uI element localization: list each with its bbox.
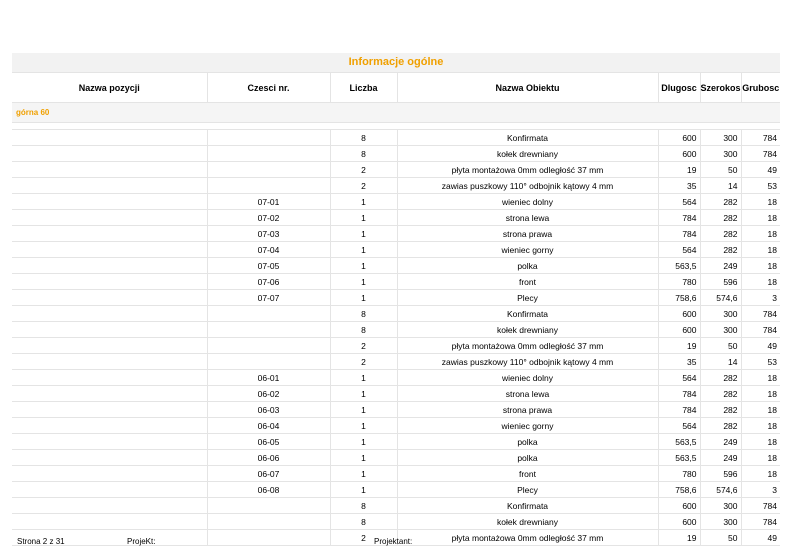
cell-dlugosc: 784 — [658, 386, 700, 402]
cell-nazwa-pozycji — [12, 418, 207, 434]
cell-czesci-nr: 06-05 — [207, 434, 330, 450]
table-row — [12, 418, 780, 434]
cell-grubosc: 18 — [741, 210, 780, 226]
cell-dlugosc: 758,6 — [658, 290, 700, 306]
cell-dlugosc: 563,5 — [658, 258, 700, 274]
cell-nazwa-obiektu: strona lewa — [397, 386, 658, 402]
cell-dlugosc: 564 — [658, 370, 700, 386]
cell-nazwa-pozycji — [12, 146, 207, 162]
cell-szerokos: 300 — [700, 130, 741, 146]
cell-nazwa-obiektu: wieniec dolny — [397, 194, 658, 210]
cell-nazwa-pozycji — [12, 306, 207, 322]
cell-dlugosc: 780 — [658, 274, 700, 290]
cell-czesci-nr: 06-06 — [207, 450, 330, 466]
cell-czesci-nr — [207, 530, 330, 546]
cell-szerokos: 50 — [700, 162, 741, 178]
cell-nazwa-obiektu: kołek drewniany — [397, 322, 658, 338]
cell-liczba: 2 — [330, 338, 397, 354]
cell-grubosc: 784 — [741, 498, 780, 514]
projektant-label: Projektant: — [374, 537, 413, 546]
cell-dlugosc: 564 — [658, 194, 700, 210]
cell-szerokos: 282 — [700, 402, 741, 418]
cell-grubosc: 18 — [741, 450, 780, 466]
cell-grubosc: 3 — [741, 482, 780, 498]
cell-nazwa-obiektu: Konfirmata — [397, 498, 658, 514]
col-header-grubosc: Grubosc — [741, 73, 780, 103]
cell-dlugosc: 563,5 — [658, 434, 700, 450]
cell-nazwa-obiektu: zawias puszkowy 110° odbojnik kątowy 4 mm — [397, 354, 658, 370]
cell-liczba: 2 — [330, 354, 397, 370]
cell-nazwa-obiektu: wieniec gorny — [397, 242, 658, 258]
cell-dlugosc: 19 — [658, 338, 700, 354]
cell-liczba: 1 — [330, 466, 397, 482]
cell-liczba: 1 — [330, 274, 397, 290]
cell-szerokos: 282 — [700, 370, 741, 386]
cell-szerokos: 50 — [700, 530, 741, 546]
cell-nazwa-pozycji — [12, 162, 207, 178]
table-row — [12, 354, 780, 370]
cell-dlugosc: 600 — [658, 322, 700, 338]
cell-liczba: 8 — [330, 146, 397, 162]
cell-dlugosc: 780 — [658, 466, 700, 482]
cell-szerokos: 596 — [700, 274, 741, 290]
cell-dlugosc: 35 — [658, 178, 700, 194]
table-row — [12, 402, 780, 418]
cell-szerokos: 300 — [700, 498, 741, 514]
cell-grubosc: 784 — [741, 130, 780, 146]
cell-szerokos: 282 — [700, 226, 741, 242]
table-row — [12, 434, 780, 450]
cell-czesci-nr: 06-08 — [207, 482, 330, 498]
cell-szerokos: 300 — [700, 306, 741, 322]
cell-nazwa-pozycji — [12, 194, 207, 210]
cell-grubosc: 784 — [741, 322, 780, 338]
cell-nazwa-obiektu: strona prawa — [397, 226, 658, 242]
cell-liczba: 1 — [330, 226, 397, 242]
cell-nazwa-pozycji — [12, 514, 207, 530]
cell-liczba: 8 — [330, 130, 397, 146]
cell-czesci-nr: 07-07 — [207, 290, 330, 306]
cell-czesci-nr: 06-04 — [207, 418, 330, 434]
table-row — [12, 274, 780, 290]
table-row — [12, 450, 780, 466]
cell-dlugosc: 19 — [658, 162, 700, 178]
cell-czesci-nr: 07-01 — [207, 194, 330, 210]
cell-liczba: 1 — [330, 450, 397, 466]
cell-dlugosc: 600 — [658, 514, 700, 530]
cell-nazwa-pozycji — [12, 402, 207, 418]
cell-grubosc: 18 — [741, 258, 780, 274]
table-row — [12, 194, 780, 210]
cell-dlugosc: 784 — [658, 226, 700, 242]
cell-dlugosc: 564 — [658, 418, 700, 434]
cell-szerokos: 14 — [700, 354, 741, 370]
cell-liczba: 1 — [330, 258, 397, 274]
cell-dlugosc: 35 — [658, 354, 700, 370]
cell-szerokos: 282 — [700, 242, 741, 258]
table-row — [12, 210, 780, 226]
cell-liczba: 2 — [330, 530, 397, 546]
cell-czesci-nr: 06-02 — [207, 386, 330, 402]
table-row — [12, 482, 780, 498]
cell-liczba: 1 — [330, 482, 397, 498]
group-spacer — [12, 123, 780, 130]
cell-nazwa-obiektu: płyta montażowa 0mm odległość 37 mm — [397, 338, 658, 354]
cell-liczba: 1 — [330, 418, 397, 434]
table-row — [12, 290, 780, 306]
cell-nazwa-pozycji — [12, 178, 207, 194]
cell-nazwa-pozycji — [12, 274, 207, 290]
cell-nazwa-pozycji — [12, 482, 207, 498]
cell-nazwa-obiektu: płyta montażowa 0mm odległość 37 mm — [397, 162, 658, 178]
cell-liczba: 1 — [330, 386, 397, 402]
cell-nazwa-obiektu: Plecy — [397, 482, 658, 498]
cell-grubosc: 3 — [741, 290, 780, 306]
cell-czesci-nr — [207, 498, 330, 514]
col-header-czesci-nr: Czesci nr. — [207, 73, 330, 103]
cell-nazwa-pozycji — [12, 258, 207, 274]
cell-nazwa-pozycji — [12, 210, 207, 226]
cell-grubosc: 784 — [741, 514, 780, 530]
cell-nazwa-obiektu: wieniec dolny — [397, 370, 658, 386]
table-row — [12, 146, 780, 162]
cell-czesci-nr: 07-03 — [207, 226, 330, 242]
cell-nazwa-obiektu: polka — [397, 258, 658, 274]
cell-nazwa-pozycji — [12, 498, 207, 514]
cell-grubosc: 18 — [741, 466, 780, 482]
cell-szerokos: 574,6 — [700, 290, 741, 306]
cell-grubosc: 49 — [741, 338, 780, 354]
table-row — [12, 130, 780, 146]
cell-dlugosc: 758,6 — [658, 482, 700, 498]
cell-czesci-nr — [207, 306, 330, 322]
page-number: Strona 2 z 31 — [17, 537, 65, 546]
parts-table — [12, 73, 780, 546]
cell-nazwa-pozycji — [12, 386, 207, 402]
cell-dlugosc: 784 — [658, 402, 700, 418]
cell-nazwa-obiektu: płyta montażowa 0mm odległość 37 mm — [397, 530, 658, 546]
cell-grubosc: 784 — [741, 306, 780, 322]
table-row — [12, 370, 780, 386]
cell-grubosc: 18 — [741, 402, 780, 418]
cell-nazwa-obiektu: front — [397, 466, 658, 482]
cell-nazwa-obiektu: wieniec gorny — [397, 418, 658, 434]
cell-liczba: 1 — [330, 210, 397, 226]
cell-nazwa-obiektu: polka — [397, 450, 658, 466]
cell-dlugosc: 19 — [658, 530, 700, 546]
cell-dlugosc: 600 — [658, 130, 700, 146]
table-row — [12, 306, 780, 322]
cell-nazwa-obiektu: strona lewa — [397, 210, 658, 226]
table-row — [12, 498, 780, 514]
cell-nazwa-pozycji — [12, 338, 207, 354]
cell-grubosc: 784 — [741, 146, 780, 162]
cell-szerokos: 300 — [700, 514, 741, 530]
cell-nazwa-pozycji — [12, 466, 207, 482]
cell-dlugosc: 564 — [658, 242, 700, 258]
cell-liczba: 8 — [330, 306, 397, 322]
cell-czesci-nr — [207, 178, 330, 194]
cell-nazwa-pozycji — [12, 130, 207, 146]
cell-liczba: 1 — [330, 290, 397, 306]
cell-czesci-nr: 07-06 — [207, 274, 330, 290]
table-row — [12, 178, 780, 194]
cell-czesci-nr: 07-05 — [207, 258, 330, 274]
cell-grubosc: 18 — [741, 242, 780, 258]
col-header-nazwa-pozycji: Nazwa pozycji — [12, 73, 207, 103]
table-row — [12, 226, 780, 242]
cell-nazwa-pozycji — [12, 322, 207, 338]
cell-szerokos: 300 — [700, 322, 741, 338]
cell-szerokos: 300 — [700, 146, 741, 162]
cell-nazwa-pozycji — [12, 450, 207, 466]
cell-szerokos: 249 — [700, 258, 741, 274]
cell-szerokos: 282 — [700, 194, 741, 210]
table-row — [12, 338, 780, 354]
cell-grubosc: 18 — [741, 226, 780, 242]
cell-liczba: 1 — [330, 370, 397, 386]
group-row — [12, 103, 780, 123]
cell-nazwa-obiektu: Konfirmata — [397, 130, 658, 146]
section-title: Informacje ogólne — [12, 53, 780, 73]
cell-czesci-nr: 06-03 — [207, 402, 330, 418]
cell-czesci-nr: 06-01 — [207, 370, 330, 386]
cell-czesci-nr — [207, 322, 330, 338]
col-header-szerokos: Szerokos — [700, 73, 741, 103]
cell-grubosc: 53 — [741, 178, 780, 194]
cell-nazwa-obiektu: kołek drewniany — [397, 146, 658, 162]
cell-czesci-nr — [207, 338, 330, 354]
cell-nazwa-obiektu: Konfirmata — [397, 306, 658, 322]
cell-czesci-nr: 06-07 — [207, 466, 330, 482]
projekt-label: ProjeKt: — [127, 537, 156, 546]
cell-grubosc: 18 — [741, 386, 780, 402]
cell-dlugosc: 784 — [658, 210, 700, 226]
table-row — [12, 322, 780, 338]
report-sheet — [12, 53, 780, 546]
cell-nazwa-obiektu: kołek drewniany — [397, 514, 658, 530]
cell-nazwa-obiektu: Plecy — [397, 290, 658, 306]
cell-dlugosc: 600 — [658, 498, 700, 514]
cell-grubosc: 18 — [741, 434, 780, 450]
cell-szerokos: 249 — [700, 434, 741, 450]
cell-dlugosc: 600 — [658, 146, 700, 162]
cell-nazwa-obiektu: front — [397, 274, 658, 290]
cell-liczba: 1 — [330, 242, 397, 258]
cell-grubosc: 49 — [741, 162, 780, 178]
cell-nazwa-pozycji — [12, 354, 207, 370]
cell-grubosc: 49 — [741, 530, 780, 546]
cell-grubosc: 18 — [741, 418, 780, 434]
table-row — [12, 242, 780, 258]
cell-grubosc: 18 — [741, 194, 780, 210]
cell-szerokos: 282 — [700, 386, 741, 402]
cell-nazwa-obiektu: strona prawa — [397, 402, 658, 418]
cell-szerokos: 14 — [700, 178, 741, 194]
cell-grubosc: 18 — [741, 274, 780, 290]
cell-szerokos: 249 — [700, 450, 741, 466]
cell-liczba: 1 — [330, 434, 397, 450]
cell-grubosc: 18 — [741, 370, 780, 386]
col-header-nazwa-obiektu: Nazwa Obiektu — [397, 73, 658, 103]
cell-szerokos: 282 — [700, 418, 741, 434]
cell-nazwa-obiektu: zawias puszkowy 110° odbojnik kątowy 4 mm — [397, 178, 658, 194]
cell-grubosc: 53 — [741, 354, 780, 370]
table-row — [12, 386, 780, 402]
cell-czesci-nr — [207, 354, 330, 370]
cell-nazwa-pozycji — [12, 242, 207, 258]
cell-nazwa-obiektu: polka — [397, 434, 658, 450]
cell-liczba: 8 — [330, 322, 397, 338]
table-row — [12, 514, 780, 530]
cell-liczba: 2 — [330, 178, 397, 194]
cell-czesci-nr: 07-02 — [207, 210, 330, 226]
col-header-dlugosc: Dlugosc — [658, 73, 700, 103]
cell-liczba: 8 — [330, 498, 397, 514]
cell-liczba: 1 — [330, 194, 397, 210]
cell-czesci-nr — [207, 162, 330, 178]
cell-nazwa-pozycji — [12, 226, 207, 242]
cell-dlugosc: 600 — [658, 306, 700, 322]
table-row — [12, 162, 780, 178]
col-header-liczba: Liczba — [330, 73, 397, 103]
cell-czesci-nr — [207, 146, 330, 162]
table-row — [12, 258, 780, 274]
table-header-row — [12, 73, 780, 103]
cell-szerokos: 596 — [700, 466, 741, 482]
cell-dlugosc: 563,5 — [658, 450, 700, 466]
cell-szerokos: 50 — [700, 338, 741, 354]
cell-liczba: 8 — [330, 514, 397, 530]
cell-nazwa-pozycji — [12, 290, 207, 306]
cell-szerokos: 574,6 — [700, 482, 741, 498]
cell-czesci-nr — [207, 130, 330, 146]
group-label: górna 60 — [12, 103, 780, 123]
cell-liczba: 1 — [330, 402, 397, 418]
table-body — [12, 130, 780, 546]
cell-szerokos: 282 — [700, 210, 741, 226]
table-row — [12, 466, 780, 482]
cell-nazwa-pozycji — [12, 370, 207, 386]
cell-czesci-nr: 07-04 — [207, 242, 330, 258]
cell-liczba: 2 — [330, 162, 397, 178]
cell-czesci-nr — [207, 514, 330, 530]
cell-nazwa-pozycji — [12, 434, 207, 450]
